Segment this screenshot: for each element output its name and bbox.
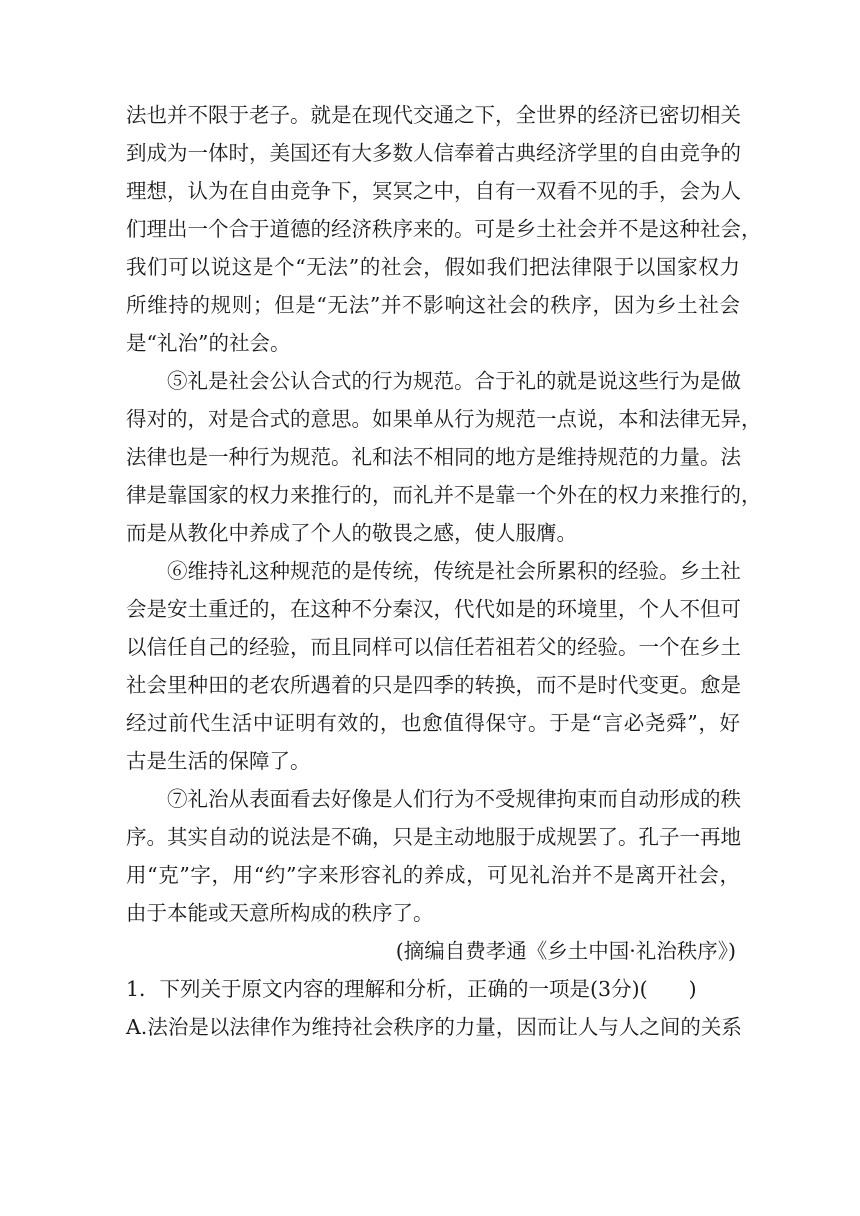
text-line: 社会里种田的老农所遇着的只是四季的转换，而不是时代变更。愈是 xyxy=(126,673,741,697)
text-line: 到成为一体时，美国还有大多数人信奉着古典经济学里的自由竞争的 xyxy=(126,141,741,165)
text-line: 法也并不限于老子。就是在现代交通之下，全世界的经济已密切相关 xyxy=(126,103,741,127)
paragraph-7 xyxy=(126,780,740,932)
paragraph-4-tail xyxy=(126,96,762,362)
text-line: 得对的，对是合式的意思。如果单从行为规范一点说，本和法律无异， xyxy=(126,407,762,431)
text-line: 而是从教化中养成了个人的敬畏之感，使人服膺。 xyxy=(126,521,577,545)
question-stem: 1．下列关于原文内容的理解和分析，正确的一项是(3分)( ) xyxy=(126,977,697,1001)
paragraph-5 xyxy=(126,362,762,552)
text-line: 古是生活的保障了。 xyxy=(126,749,311,773)
text-line: 我们可以说这是个“无法”的社会，假如我们把法律限于以国家权力 xyxy=(126,255,740,279)
text-line: 理想，认为在自由竞争下，冥冥之中，自有一双看不见的手，会为人 xyxy=(126,179,741,203)
source-citation: (摘编自费孝通《乡土中国·礼治秩序》) xyxy=(395,939,736,963)
text-line: 由于本能或天意所构成的秩序了。 xyxy=(126,901,434,925)
text-line: ⑥维持礼这种规范的是传统，传统是社会所累积的经验。乡土社 xyxy=(167,559,741,583)
text-line: 所维持的规则；但是“无法”并不影响这社会的秩序，因为乡土社会 xyxy=(126,293,740,317)
text-line: 用“克”字，用“约”字来形容礼的养成，可见礼治并不是离开社会， xyxy=(126,863,740,887)
document-page xyxy=(126,96,762,1046)
text-line: 会是安土重迁的，在这种不分秦汉，代代如是的环境里，个人不但可 xyxy=(126,597,741,621)
text-line: 经过前代生活中证明有效的，也愈值得保守。于是“言必尧舜”，好 xyxy=(126,711,740,735)
text-line: 是“礼治”的社会。 xyxy=(126,331,291,355)
text-line: 法律也是一种行为规范。礼和法不相同的地方是维持规范的力量。法 xyxy=(126,445,741,469)
text-line: 们理出一个合于道德的经济秩序来的。可是乡土社会并不是这种社会， xyxy=(126,217,762,241)
text-line: 以信任自己的经验，而且同样可以信任若祖若父的经验。一个在乡土 xyxy=(126,635,741,659)
text-line: ⑦礼治从表面看去好像是人们行为不受规律拘束而自动形成的秩 xyxy=(167,787,741,811)
text-line: 序。其实自动的说法是不确，只是主动地服于成规罢了。孔子一再地 xyxy=(126,825,741,849)
paragraph-6 xyxy=(126,552,740,780)
text-line: ⑤礼是社会公认合式的行为规范。合于礼的就是说这些行为是做 xyxy=(167,369,741,393)
question-option-a: A.法治是以法律作为维持社会秩序的力量，因而让人与人之间的关系 xyxy=(126,1015,742,1039)
text-line: 律是靠国家的权力来推行的，而礼并不是靠一个外在的权力来推行的， xyxy=(126,483,762,507)
